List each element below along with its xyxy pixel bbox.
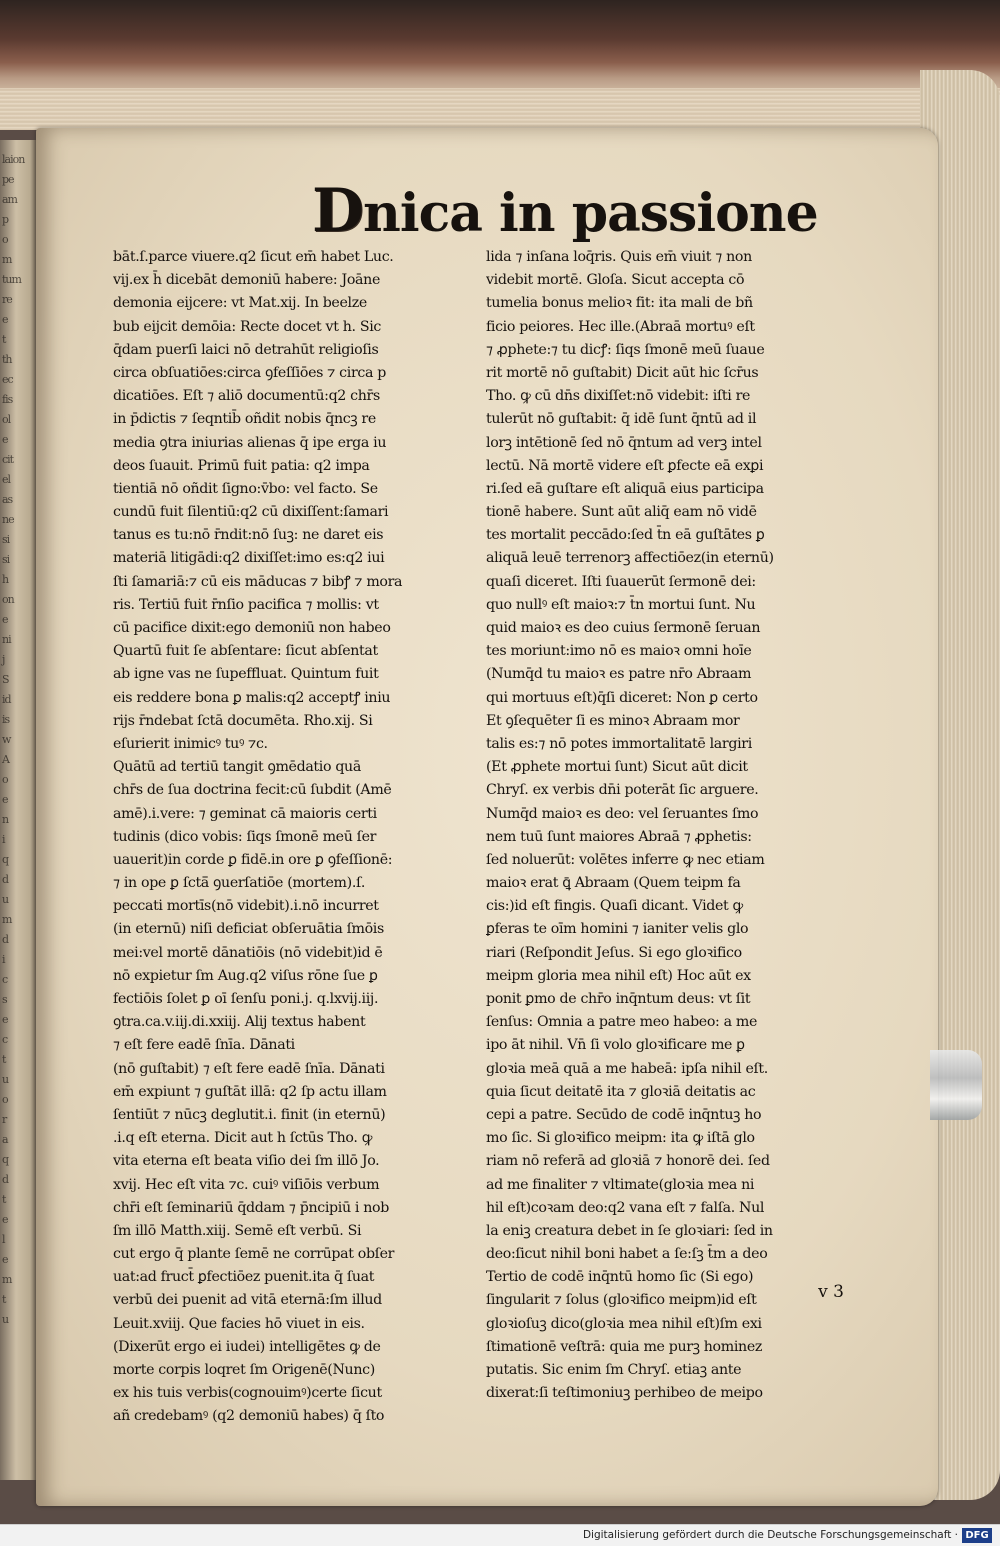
text-line: ꝯtra.ca.v.iij.di.xxiij. Alij textus habent xyxy=(113,1014,366,1031)
text-line: tumelia bonus melioꝛ fit: ita mali de bñ xyxy=(486,295,753,312)
text-line: cis:)id eſt fingis. Quaſi dicant. Videt ꝙ xyxy=(486,898,743,915)
text-line: verbū dei puenit ad vitā eternā:ſm illud xyxy=(113,1292,382,1309)
facing-page-text-fragments: laion pe am p o m tum re e t th ec fis ol e cit el as ne si si h on e ni j S id is w A o e n i q d u m d i c s e c t u o r a q d t e l e m t u xyxy=(2,153,25,1326)
book-binding-top xyxy=(0,0,1000,130)
text-line: cepi a patre. Secūdo de codē inq̄ntuꝫ ho xyxy=(486,1106,762,1123)
text-line: ad me finaliter ⁊ vltimate(gloꝛia mea ni xyxy=(486,1176,755,1193)
text-line: ſenſus: Omnia a patre meo habeo: a me xyxy=(486,1014,758,1031)
text-line: meipm gloria mea nihil eſt) Hoc aūt ex xyxy=(486,967,751,984)
text-line: tes mortalit peccādo:ſed t̄n eā guſtātes ꝑ xyxy=(486,527,765,544)
text-line: demonia eijcere: vt Mat.xij. In beelze xyxy=(113,295,367,312)
text-line: tudinis (dico vobis: ſiqs ſmonē meū ſer xyxy=(113,828,377,845)
text-line: quo nullꝰ eſt maioꝛ:⁊ t̄n mortui ſunt. Nu xyxy=(486,596,756,613)
title-rest: nica in passione xyxy=(363,183,818,244)
text-line: materiā litigādi:q2 dixiſſet:imo es:q2 iui xyxy=(113,550,385,567)
text-line: tionē habere. Sunt aūt aliq̄ eam nō vidē xyxy=(486,504,757,521)
text-line: tanus es tu:nō r̄ndit:nō ſuꝫ: ne daret eis xyxy=(113,527,384,544)
text-line: uat:ad fruct̄ ꝑfectiōez puenit.ita q̄ ſuat xyxy=(113,1269,375,1286)
text-line: tulerūt nō guſtabit: q̄ idē ſunt q̄ntū ad il xyxy=(486,411,757,428)
text-line: deos ſuauit. Primū fuit patia: q2 impa xyxy=(113,457,370,474)
text-line: Quartū fuit ſe abſentare: ſicut abſentat xyxy=(113,643,378,660)
text-line: nem tuū ſunt maiores Abraā ⁊ ꝓphetis: xyxy=(486,828,752,845)
text-line: ꝑferas te oīm homini ⁊ ianiter velis glo xyxy=(486,921,749,938)
left-text-column xyxy=(113,246,485,1425)
text-line: cū pacifice dixit:ego demoniū non habeo xyxy=(113,620,391,636)
text-line: Leuit.xviij. Que facies hō viuet in eis. xyxy=(113,1315,365,1332)
text-line: vita eterna eſt beata viſio dei ſm illō Jo. xyxy=(113,1153,380,1170)
text-line: cundū fuit ſilentiū:q2 cū dixiſſent:ſamari xyxy=(113,504,389,521)
running-title xyxy=(312,176,818,246)
text-line: qui mortuus eſt)q̄ſi diceret: Non ꝑ certo xyxy=(486,689,758,706)
scanner-clip xyxy=(930,1050,982,1120)
text-line: lectū. Nā mortē videre eſt ꝑfecte eā exꝑi xyxy=(486,457,764,474)
text-line: videbit mortē. Gloſa. Sicut accepta cō xyxy=(486,272,745,289)
facing-page-edge xyxy=(0,140,40,1480)
text-line: nō expietur ſm Aug.q2 viſus rōne ſue ꝑ xyxy=(113,967,378,984)
text-line: Quātū ad tertiū tangit ꝯmēdatio quā xyxy=(113,759,361,776)
text-line: ſentiūt ⁊ nūcꝫ deglutit.i. finit (in eternū) xyxy=(113,1106,386,1123)
text-line: añ credebamꝰ (q2 demoniū habes) q̄ ſto xyxy=(113,1408,385,1425)
text-line: xvij. Hec eſt vita ⁊c. cuiꝰ viſiōis verbum xyxy=(113,1176,380,1193)
text-line: talis es:⁊ nō potes immortalitatē largiri xyxy=(486,735,752,752)
text-line: rit mortē nō guſtabit) Dicit aūt hic ſcr̄us xyxy=(486,364,759,381)
text-line: (in eternū) niſi deficiat obſeruātia ſmōis xyxy=(113,921,384,938)
dfg-logo: DFG xyxy=(962,1528,992,1543)
text-line: (Et ꝓphete mortui ſunt) Sicut aūt dicit xyxy=(486,759,748,776)
text-line: quid maioꝛ es deo cuius ſermonē ſeruan xyxy=(486,620,761,636)
text-line: fectiōis ſolet ꝑ oī ſenſu poni.j. q.lxvij.iij. xyxy=(113,991,379,1007)
text-line: tientiā nō oñdit ſigno:v̄bo: vel facto. Se xyxy=(113,480,378,497)
text-line: ⁊ eſt fere eadē ſnīa. Dānati xyxy=(113,1037,295,1054)
text-line: maioꝛ erat ꝗ̄ Abraam (Quem teipm fa xyxy=(486,875,741,892)
text-line: in p̄dictis ⁊ ſeqntib̄ oñdit nobis q̄ncꝫ re xyxy=(113,411,376,428)
text-line: dixerat:ſi teſtimoniuꝫ perhibeo de meipo xyxy=(486,1385,763,1402)
text-line: morte corpis loqret ſm Origenē(Nunc) xyxy=(113,1362,375,1378)
text-line: (Numq̄d tu maioꝛ es patre nr̄o Abraam xyxy=(486,666,752,683)
text-line: eſurierit inimicꝰ tuꝰ ⁊c. xyxy=(113,735,268,752)
text-line: ficio peiores. Hec ille.(Abraā mortuꝰ eſt xyxy=(486,318,755,335)
text-line: Tho. ꝙ cū dn̄s dixiſſet:nō videbit: iſti re xyxy=(486,388,751,405)
text-line: ſingularit ⁊ ſolus (gloꝛifico meipm)id eſt xyxy=(486,1292,757,1309)
text-line: bub eijcit demōia: Recte docet vt h. Sic xyxy=(113,318,381,335)
text-line: rijs r̄ndebat ſctā documēta. Rho.xij. Si xyxy=(113,712,373,729)
text-line: lida ⁊ inſana loq̄ris. Quis em̄ viuit ⁊ non xyxy=(486,249,752,265)
text-line: (Dixerūt ergo ei iudei) intelligētes ꝙ de xyxy=(113,1338,381,1355)
text-line: ex his tuis verbis(cognouimꝰ)certe ſicut xyxy=(113,1385,382,1402)
text-line: q̄dam puerſi laici nō detrahūt religioſis xyxy=(113,341,379,358)
text-line: Tertio de codē inq̄ntū homo ſic (Si ego) xyxy=(486,1269,754,1286)
text-line: media ꝯtra iniurias alienas q̄ ipe erga iu xyxy=(113,434,387,451)
text-line: uauerit)in corde ꝑ fidē.in ore ꝑ ꝯfeſſionē: xyxy=(113,851,393,868)
text-line: Chryſ. ex verbis dn̄i poterāt ſic arguere. xyxy=(486,782,759,799)
funding-notice: Digitalisierung gefördert durch die Deutsche Forschungsgemeinschaft · xyxy=(582,1529,958,1541)
text-line: Numq̄d maioꝛ es deo: vel ſeruantes ſmo xyxy=(486,805,759,822)
text-line: ſtimationē veſtrā: quia me purꝫ hominez xyxy=(486,1338,762,1355)
text-line: mo ſic. Si gloꝛifico meipm: ita ꝙ iſtā glo xyxy=(486,1130,755,1147)
text-line: dicatiōes. Eſt ⁊ aliō documentū:q2 chr̄s xyxy=(113,388,380,405)
text-line: riam nō referā ad gloꝛiā ⁊ honorē dei. ſed xyxy=(486,1153,770,1170)
text-line: ris. Tertiū fuit r̄nſio pacifica ⁊ mollis: vt xyxy=(113,596,379,613)
text-line: .i.q eſt eterna. Dicit aut h ſctūs Tho. ꝙ xyxy=(113,1130,373,1147)
text-line: la eniꝫ creatura debet in ſe gloꝛiari: ſed in xyxy=(486,1222,773,1239)
text-line: hil eſt)coꝛam deo:q2 vana eſt ⁊ falſa. Nul xyxy=(486,1199,765,1216)
text-line: quaſi diceret. Iſti ſuauerūt ſermonē dei: xyxy=(486,573,756,590)
text-line: ipo āt nihil. Vn̄ ſi volo gloꝛificare me ꝑ xyxy=(486,1037,745,1054)
text-line: circa obſuatiōes:circa ꝯfeſſiōes ⁊ circa p xyxy=(113,364,386,381)
text-line: (nō guſtabit) ⁊ eſt fere eadē ſnīa. Dānati xyxy=(113,1060,385,1077)
text-line: mei:vel mortē dānatiōis (nō videbit)id ē xyxy=(113,944,383,961)
text-line: riari (Reſpondit Jeſus. Si ego gloꝛifico xyxy=(486,944,742,961)
text-line: vij.ex h̄ dicebāt demoniū habere: Joāne xyxy=(113,272,380,289)
text-line: ⁊ in ope ꝑ ſctā̄ ꝯuerſatiōe (mortem).ſ. xyxy=(113,875,366,892)
text-line: bāt.ſ.parce viuere.q2 ſicut em̄ habet Luc. xyxy=(113,249,394,265)
text-line: deo:ſicut nihil boni habet a ſe:ſꝫ t̄m a deo xyxy=(486,1246,768,1263)
text-line: gloꝛioſuꝫ dico(gloꝛia mea nihil eſt)ſm exi xyxy=(486,1315,762,1332)
text-line: ſm illō Matth.xiij. Semē eſt verbū. Si xyxy=(113,1222,362,1239)
text-line: putatis. Sic enim ſm Chryſ. etiaꝫ ante xyxy=(486,1362,742,1378)
text-line: ab igne vas ne ſupeffluat. Quintum fuit xyxy=(113,666,379,683)
text-line: lorꝫ intētionē ſed nō q̄ntum ad verꝫ intel xyxy=(486,434,762,451)
text-line: tes moriunt:imo nō es maioꝛ omni hoīe xyxy=(486,643,752,660)
text-line: Et ꝯſequēter ſi es minoꝛ Abraam mor xyxy=(486,712,740,729)
text-line: chr̄s de ſua doctrina fecit:cū ſubdit (Amē xyxy=(113,782,392,799)
text-line: ſed noluerūt: volētes inferre ꝙ nec etiam xyxy=(486,851,765,868)
text-line: amē).i.vere: ⁊ geminat cā maioris certi xyxy=(113,805,377,822)
text-line: ri.ſed eā guſtare eſt aliquā eius participa xyxy=(486,480,764,497)
text-line: cut ergo q̄ plante ſemē ne corrūpat obſer xyxy=(113,1246,395,1263)
title-initial: D xyxy=(312,176,364,246)
text-line: ponit ꝑmo de chr̄o inq̄ntum deus: vt ſit xyxy=(486,991,751,1007)
text-line: gloꝛia meā quā a me habeā: ipſa nihil eſt. xyxy=(486,1060,768,1077)
text-line: ⁊ ꝓphete:⁊ tu dicꝭ: ſiqs ſmonē meū ſuaue xyxy=(486,341,765,358)
signature-mark: v 3 xyxy=(818,1282,844,1302)
footer-bar xyxy=(0,1524,1000,1546)
text-line: aliquā leuē terrenorꝫ affectiōez(in eternū) xyxy=(486,550,774,567)
text-line: eis reddere bona ꝑ malis:q2 acceptꝭ iniu xyxy=(113,689,391,706)
text-line: chr̄i eſt ſeminariū q̄ddam ⁊ p̄ncipiū i nob xyxy=(113,1199,389,1216)
text-line: quia ſicut deitatē ita ⁊ gloꝛiā deitatis ac xyxy=(486,1083,756,1100)
text-line: ſti ſamariā:⁊ cū eis māducas ⁊ bibꝭ ⁊ mora xyxy=(113,573,403,590)
text-line: peccati mortīs(nō videbit).i.nō incurret xyxy=(113,898,379,915)
text-line: em̄ expiunt ⁊ guſtāt illā: q2 ſp actu illam xyxy=(113,1083,387,1100)
